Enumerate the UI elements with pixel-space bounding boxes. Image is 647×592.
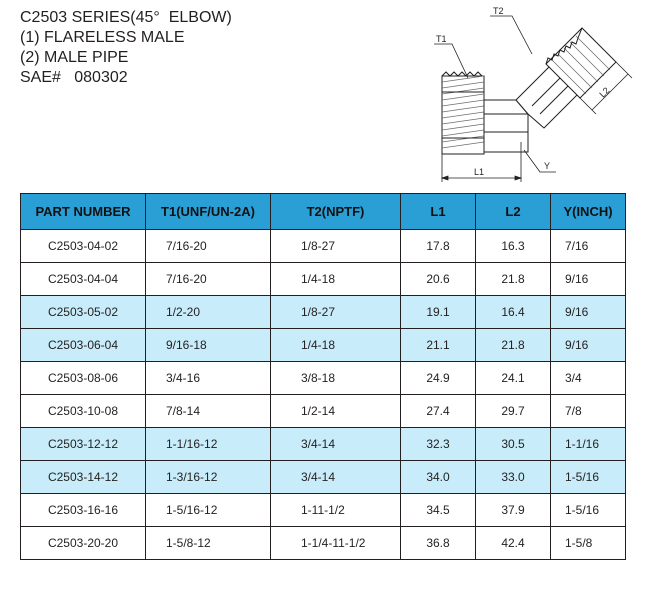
- table-cell: 29.7: [476, 395, 551, 428]
- table-cell: 27.4: [401, 395, 476, 428]
- table-cell: 19.1: [401, 296, 476, 329]
- table-row: [21, 494, 626, 527]
- table-cell: 16.4: [476, 296, 551, 329]
- l1-label: L1: [474, 167, 485, 177]
- table-cell: 32.3: [401, 428, 476, 461]
- series-title: C2503 SERIES(45° ELBOW): [20, 9, 232, 26]
- table-cell: 1-1/4-11-1/2: [271, 527, 401, 560]
- table-cell: 7/16-20: [146, 230, 271, 263]
- table-cell: 3/8-18: [271, 362, 401, 395]
- table-cell: 20.6: [401, 263, 476, 296]
- t1-thread-teeth: [442, 72, 482, 76]
- table-cell: 1-5/8: [551, 527, 626, 560]
- table-cell: C2503-04-02: [21, 230, 146, 263]
- table-cell: C2503-06-04: [21, 329, 146, 362]
- table-cell: 1-1/16-12: [146, 428, 271, 461]
- table-cell: 21.1: [401, 329, 476, 362]
- table-cell: 1/2-14: [271, 395, 401, 428]
- col-l2: L2: [476, 194, 551, 230]
- table-cell: 1-5/16-12: [146, 494, 271, 527]
- table-cell: 36.8: [401, 527, 476, 560]
- table-cell: 1-11-1/2: [271, 494, 401, 527]
- table-cell: C2503-10-08: [21, 395, 146, 428]
- table-header-row: [21, 194, 626, 230]
- table-cell: 1-5/16: [551, 461, 626, 494]
- table-cell: C2503-16-16: [21, 494, 146, 527]
- table-cell: 17.8: [401, 230, 476, 263]
- table-row: [21, 395, 626, 428]
- table-cell: 1/4-18: [271, 329, 401, 362]
- table-cell: 1-3/16-12: [146, 461, 271, 494]
- y-label: Y: [544, 161, 551, 171]
- table-cell: 7/8-14: [146, 395, 271, 428]
- table-cell: 30.5: [476, 428, 551, 461]
- table-cell: 1-5/16: [551, 494, 626, 527]
- table-row: [21, 329, 626, 362]
- table-cell: 21.8: [476, 329, 551, 362]
- col-part-number: PART NUMBER: [21, 194, 146, 230]
- table-cell: 3/4-14: [271, 461, 401, 494]
- table-cell: 7/16-20: [146, 263, 271, 296]
- t1-label: T1: [436, 34, 447, 44]
- table-cell: 3/4: [551, 362, 626, 395]
- table-cell: 24.1: [476, 362, 551, 395]
- table-cell: 9/16: [551, 329, 626, 362]
- table-row: [21, 428, 626, 461]
- col-l1: L1: [401, 194, 476, 230]
- table-cell: 1/8-27: [271, 230, 401, 263]
- table-cell: 33.0: [476, 461, 551, 494]
- col-t1: T1(UNF/UN-2A): [146, 194, 271, 230]
- table-cell: C2503-05-02: [21, 296, 146, 329]
- table-cell: C2503-12-12: [21, 428, 146, 461]
- table-cell: C2503-14-12: [21, 461, 146, 494]
- table-cell: 1/8-27: [271, 296, 401, 329]
- table-row: [21, 296, 626, 329]
- table-cell: 3/4-16: [146, 362, 271, 395]
- table-row: [21, 230, 626, 263]
- table-cell: 7/8: [551, 395, 626, 428]
- elbow-fitting-drawing: [420, 2, 635, 188]
- table-cell: C2503-20-20: [21, 527, 146, 560]
- l2-label: L2: [597, 85, 612, 100]
- dimensions-table: [20, 193, 626, 560]
- table-cell: 21.8: [476, 263, 551, 296]
- end-2-description: (2) MALE PIPE: [20, 49, 129, 66]
- table-cell: C2503-04-04: [21, 263, 146, 296]
- table-row: [21, 461, 626, 494]
- table-cell: 37.9: [476, 494, 551, 527]
- col-y: Y(INCH): [551, 194, 626, 230]
- table-row: [21, 362, 626, 395]
- table-body: [21, 230, 626, 560]
- table-cell: 1-5/8-12: [146, 527, 271, 560]
- table-cell: 7/16: [551, 230, 626, 263]
- sae-number: SAE# 080302: [20, 69, 128, 86]
- table-cell: 9/16-18: [146, 329, 271, 362]
- table-cell: 1/2-20: [146, 296, 271, 329]
- table-cell: 24.9: [401, 362, 476, 395]
- table-cell: 9/16: [551, 296, 626, 329]
- table-cell: 9/16: [551, 263, 626, 296]
- table-row: [21, 263, 626, 296]
- table-cell: 1-1/16: [551, 428, 626, 461]
- series-header: [20, 8, 232, 88]
- hex-body: [484, 100, 528, 152]
- table-cell: C2503-08-06: [21, 362, 146, 395]
- table-cell: 16.3: [476, 230, 551, 263]
- col-t2: T2(NPTF): [271, 194, 401, 230]
- end-1-description: (1) FLARELESS MALE: [20, 29, 185, 46]
- table-cell: 34.5: [401, 494, 476, 527]
- table-cell: 3/4-14: [271, 428, 401, 461]
- t2-label: T2: [493, 6, 504, 16]
- table-cell: 42.4: [476, 527, 551, 560]
- table-cell: 1/4-18: [271, 263, 401, 296]
- table-row: [21, 527, 626, 560]
- table-cell: 34.0: [401, 461, 476, 494]
